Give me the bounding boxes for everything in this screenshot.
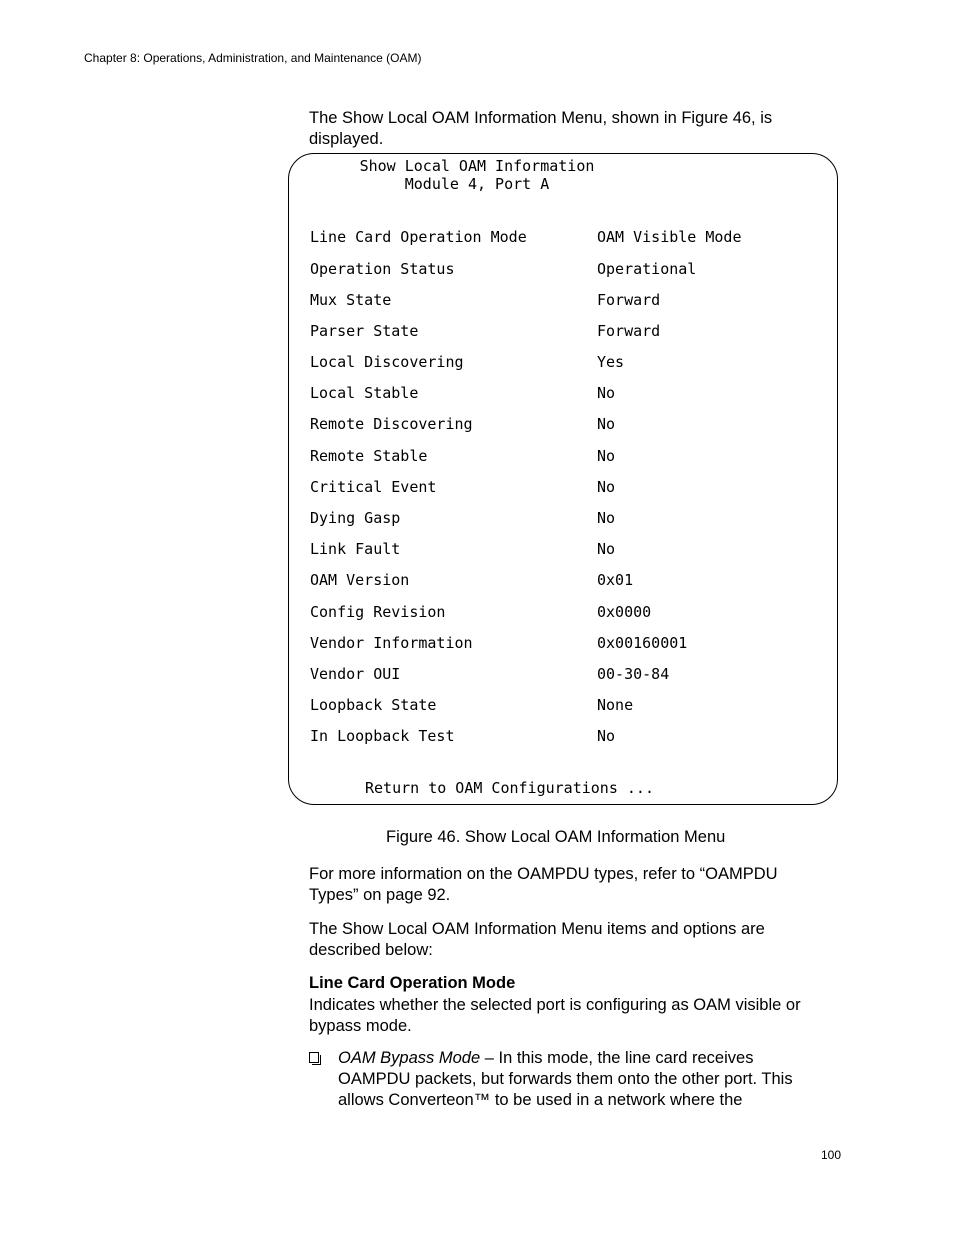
page-number: 100 [821, 1148, 842, 1162]
menu-row-value: Yes [597, 353, 625, 371]
menu-row-label: Dying Gasp [310, 509, 401, 527]
menu-row-value: 0x0000 [597, 603, 652, 621]
section-paragraph: Indicates whether the selected port is configuring as OAM visible or bypass mode. [309, 996, 801, 1035]
menu-row-label: In Loopback Test [310, 727, 455, 745]
menu-row-value: No [597, 415, 616, 433]
menu-row-value: Operational [597, 260, 697, 278]
menu-subtitle: Module 4, Port A [404, 175, 550, 193]
menu-row-value: 0x01 [597, 571, 634, 589]
menu-row-value: 00-30-84 [597, 665, 670, 683]
description-paragraph: The Show Local OAM Information Menu items and options are described below: [309, 920, 765, 959]
intro-paragraph: The Show Local OAM Information Menu, shown in Figure 46, is displayed. [309, 109, 773, 148]
menu-row-label: Remote Stable [310, 447, 428, 465]
menu-row-label: Remote Discovering [310, 415, 473, 433]
menu-row-value: No [597, 509, 616, 527]
menu-row-label: Critical Event [310, 478, 437, 496]
bullet-item [338, 1048, 828, 1111]
menu-row-label: Loopback State [310, 696, 437, 714]
menu-row-label: Local Discovering [310, 353, 464, 371]
return-option[interactable]: Return to OAM Configurations ... [365, 779, 654, 797]
menu-row-label: Config Revision [310, 603, 446, 621]
menu-row-value: None [597, 696, 634, 714]
menu-row-label: Vendor OUI [310, 665, 401, 683]
menu-row-value: No [597, 447, 616, 465]
figure-caption: Figure 46. Show Local OAM Information Menu [386, 828, 726, 846]
reference-paragraph: For more information on the OAMPDU types, refer to “OAMPDU Types” on page 92. [309, 865, 778, 904]
menu-row-value: No [597, 540, 616, 558]
menu-title: Show Local OAM Information [359, 157, 595, 175]
menu-row-label: Vendor Information [310, 634, 473, 652]
menu-row-label: Operation Status [310, 260, 455, 278]
menu-row-value: OAM Visible Mode [597, 228, 742, 246]
menu-row-value: Forward [597, 322, 661, 340]
bullet-term: OAM Bypass Mode [338, 1049, 481, 1067]
menu-row-label: Mux State [310, 291, 392, 309]
menu-row-value: Forward [597, 291, 661, 309]
section-heading: Line Card Operation Mode [309, 974, 516, 992]
menu-row-label: Line Card Operation Mode [310, 228, 527, 246]
menu-row-value: No [597, 384, 616, 402]
menu-row-label: Local Stable [310, 384, 419, 402]
chapter-header: Chapter 8: Operations, Administration, and Maintenance (OAM) [84, 51, 422, 65]
menu-row-label: OAM Version [310, 571, 410, 589]
bullet-description: – In this mode, the line card receives OAMPDU packets, but forwards them onto the other port. This allows Converteon™ to be used in a network where the [338, 1049, 793, 1109]
menu-row-label: Link Fault [310, 540, 401, 558]
checkbox-bullet-icon [309, 1052, 319, 1063]
menu-row-value: No [597, 478, 616, 496]
menu-row-value: No [597, 727, 616, 745]
menu-row-value: 0x00160001 [597, 634, 688, 652]
menu-row-label: Parser State [310, 322, 419, 340]
